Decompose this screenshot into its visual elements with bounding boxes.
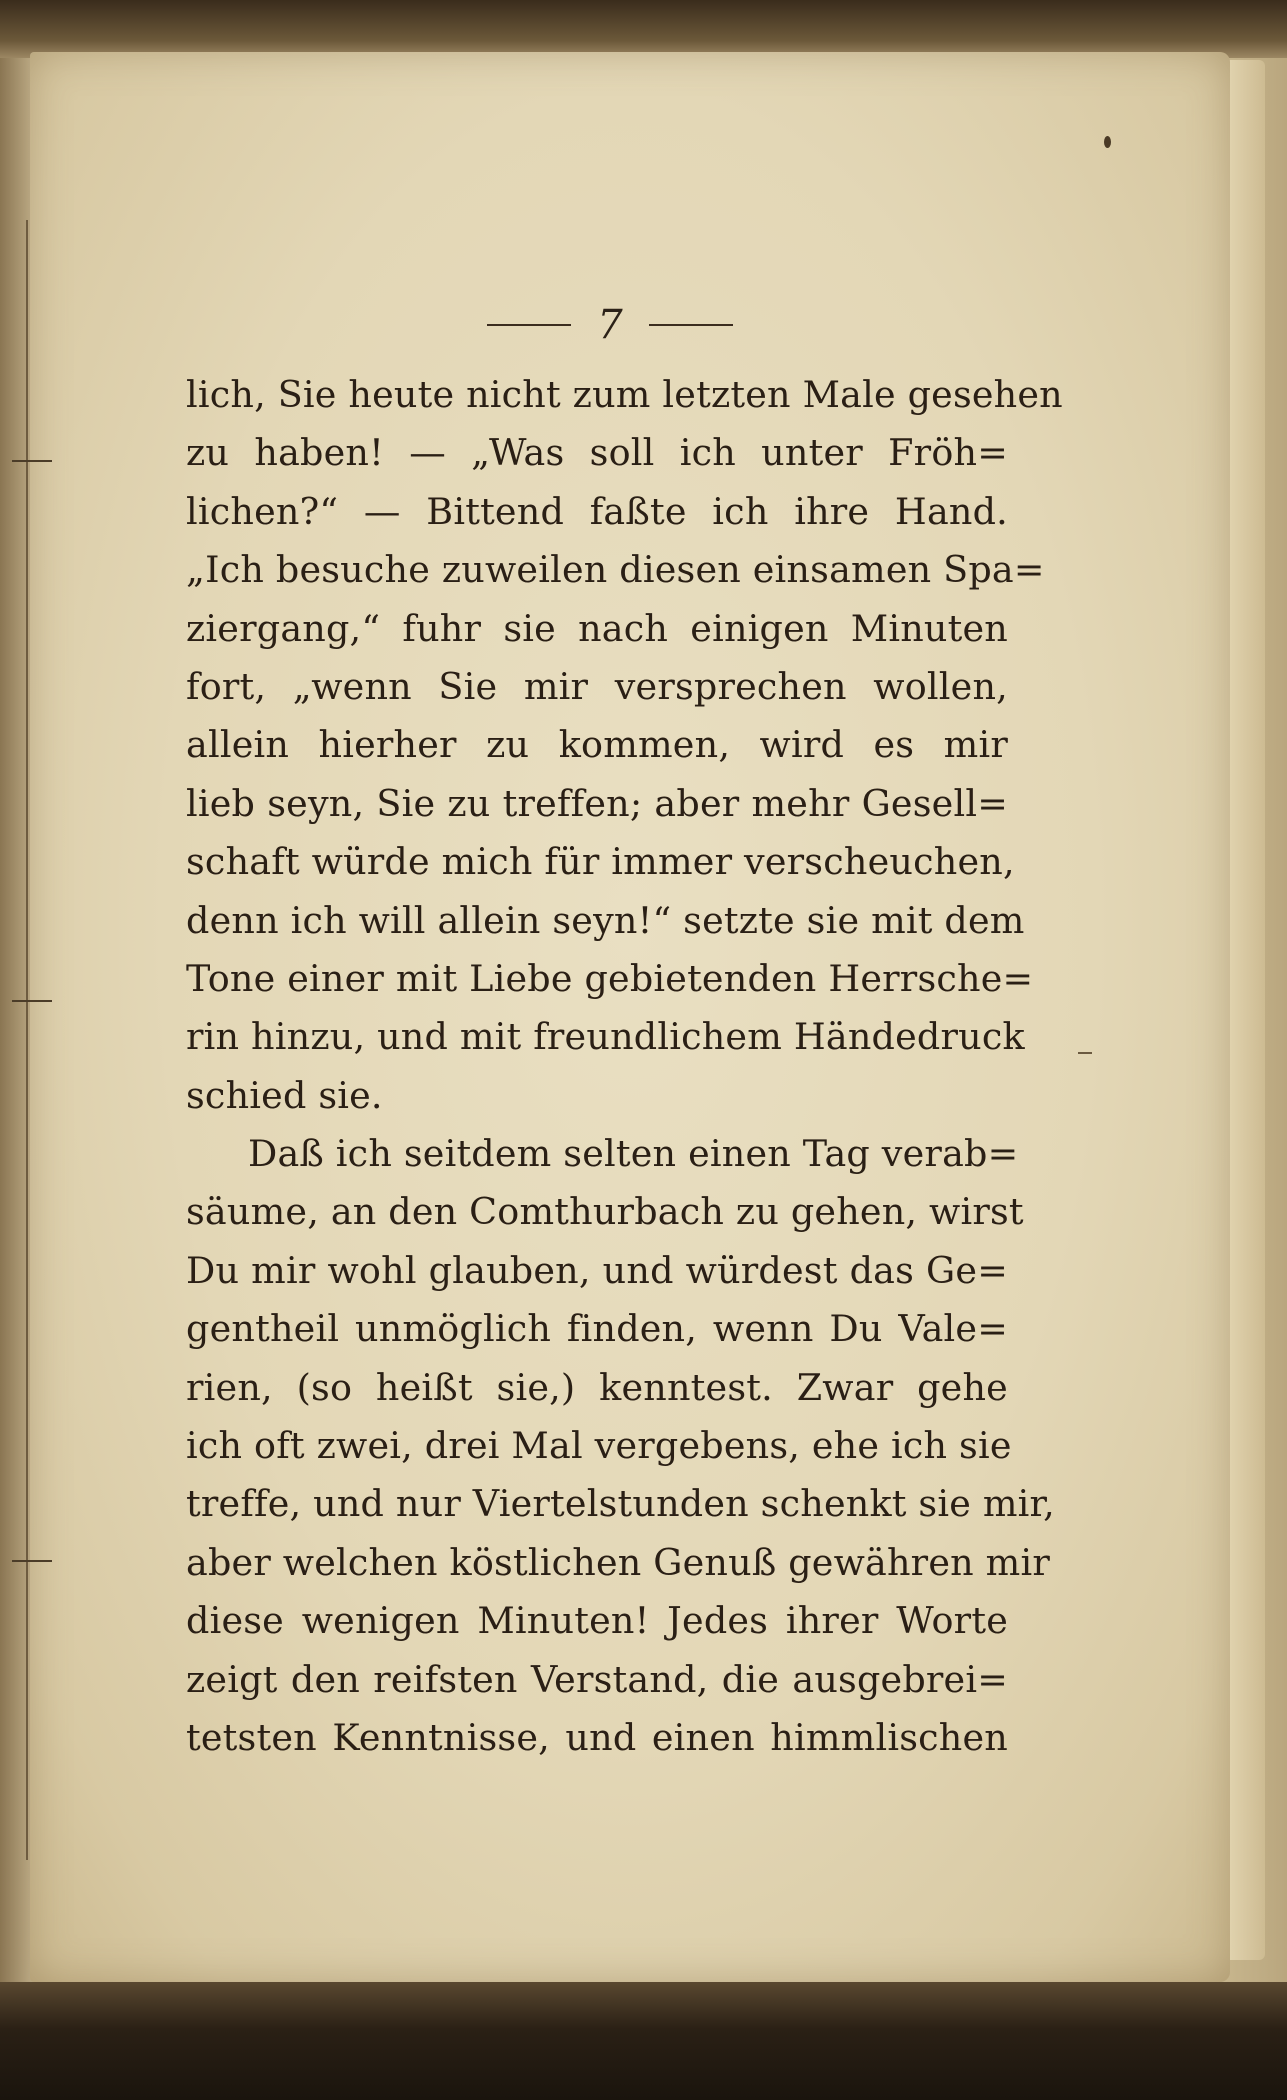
- page-number: 7: [597, 302, 623, 348]
- text-line: lich, Sie heute nicht zum letzten Male gesehen: [186, 373, 1063, 416]
- text-line: schaft würde mich für immer verscheuchen,: [186, 840, 1015, 884]
- top-shadow: [0, 0, 1287, 58]
- text-line: schied sie.: [186, 1073, 383, 1117]
- text-line: fort, „wenn Sie mir versprechen wollen,: [186, 664, 1008, 708]
- text-line: allein hierher zu kommen, wird es mir: [186, 723, 1008, 767]
- text-line: rien, (so heißt sie,) kenntest. Zwar gehe: [186, 1365, 1008, 1409]
- margin-mark: [1078, 1052, 1092, 1054]
- binding-stitch-mark: [12, 460, 52, 462]
- text-line: gentheil unmöglich finden, wenn Du Vale=: [186, 1307, 1008, 1351]
- text-line: ich oft zwei, drei Mal vergebens, ehe ich sie: [186, 1424, 1012, 1468]
- text-line: rin hinzu, und mit freundlichem Händedruck: [186, 1015, 1025, 1059]
- binding-stitch-mark: [12, 1560, 52, 1562]
- text-line: diese wenigen Minuten! Jedes ihrer Worte: [186, 1599, 1008, 1643]
- text-line: zeigt den reifsten Verstand, die ausgebrei=: [186, 1657, 1008, 1701]
- text-line: zu haben! — „Was soll ich unter Fröh=: [186, 431, 1008, 475]
- page-header: [460, 300, 760, 350]
- text-line: tetsten Kenntnisse, und einen himmlischen: [186, 1715, 1008, 1759]
- text-line: treffe, und nur Viertelstunden schenkt sie mir,: [186, 1482, 1055, 1526]
- text-line: denn ich will allein seyn!“ setzte sie mit dem: [186, 898, 1025, 942]
- binding-stitching: [26, 220, 36, 1860]
- text-line: Du mir wohl glauben, und würdest das Ge=: [186, 1248, 1008, 1292]
- text-line: Tone einer mit Liebe gebietenden Herrsche=: [186, 956, 1034, 1000]
- text-line: ziergang,“ fuhr sie nach einigen Minuten: [186, 606, 1008, 650]
- body-text: [186, 366, 1063, 1767]
- text-line: aber welchen köstlichen Genuß gewähren mir: [186, 1540, 1050, 1584]
- ink-speck: [1104, 136, 1111, 148]
- text-line: Daß ich seitdem selten einen Tag verab=: [248, 1132, 1019, 1176]
- header-rule-left: [487, 324, 571, 326]
- text-line: lieb seyn, Sie zu treffen; aber mehr Gesell=: [186, 781, 1008, 825]
- text-line: lichen?“ — Bittend faßte ich ihre Hand.: [186, 489, 1008, 533]
- header-rule-right: [649, 324, 733, 326]
- binding-stitch-mark: [12, 1000, 52, 1002]
- bottom-shadow: [0, 1982, 1287, 2100]
- text-line: säume, an den Comthurbach zu gehen, wirst: [186, 1190, 1024, 1234]
- text-line: „Ich besuche zuweilen diesen einsamen Spa=: [186, 548, 1045, 592]
